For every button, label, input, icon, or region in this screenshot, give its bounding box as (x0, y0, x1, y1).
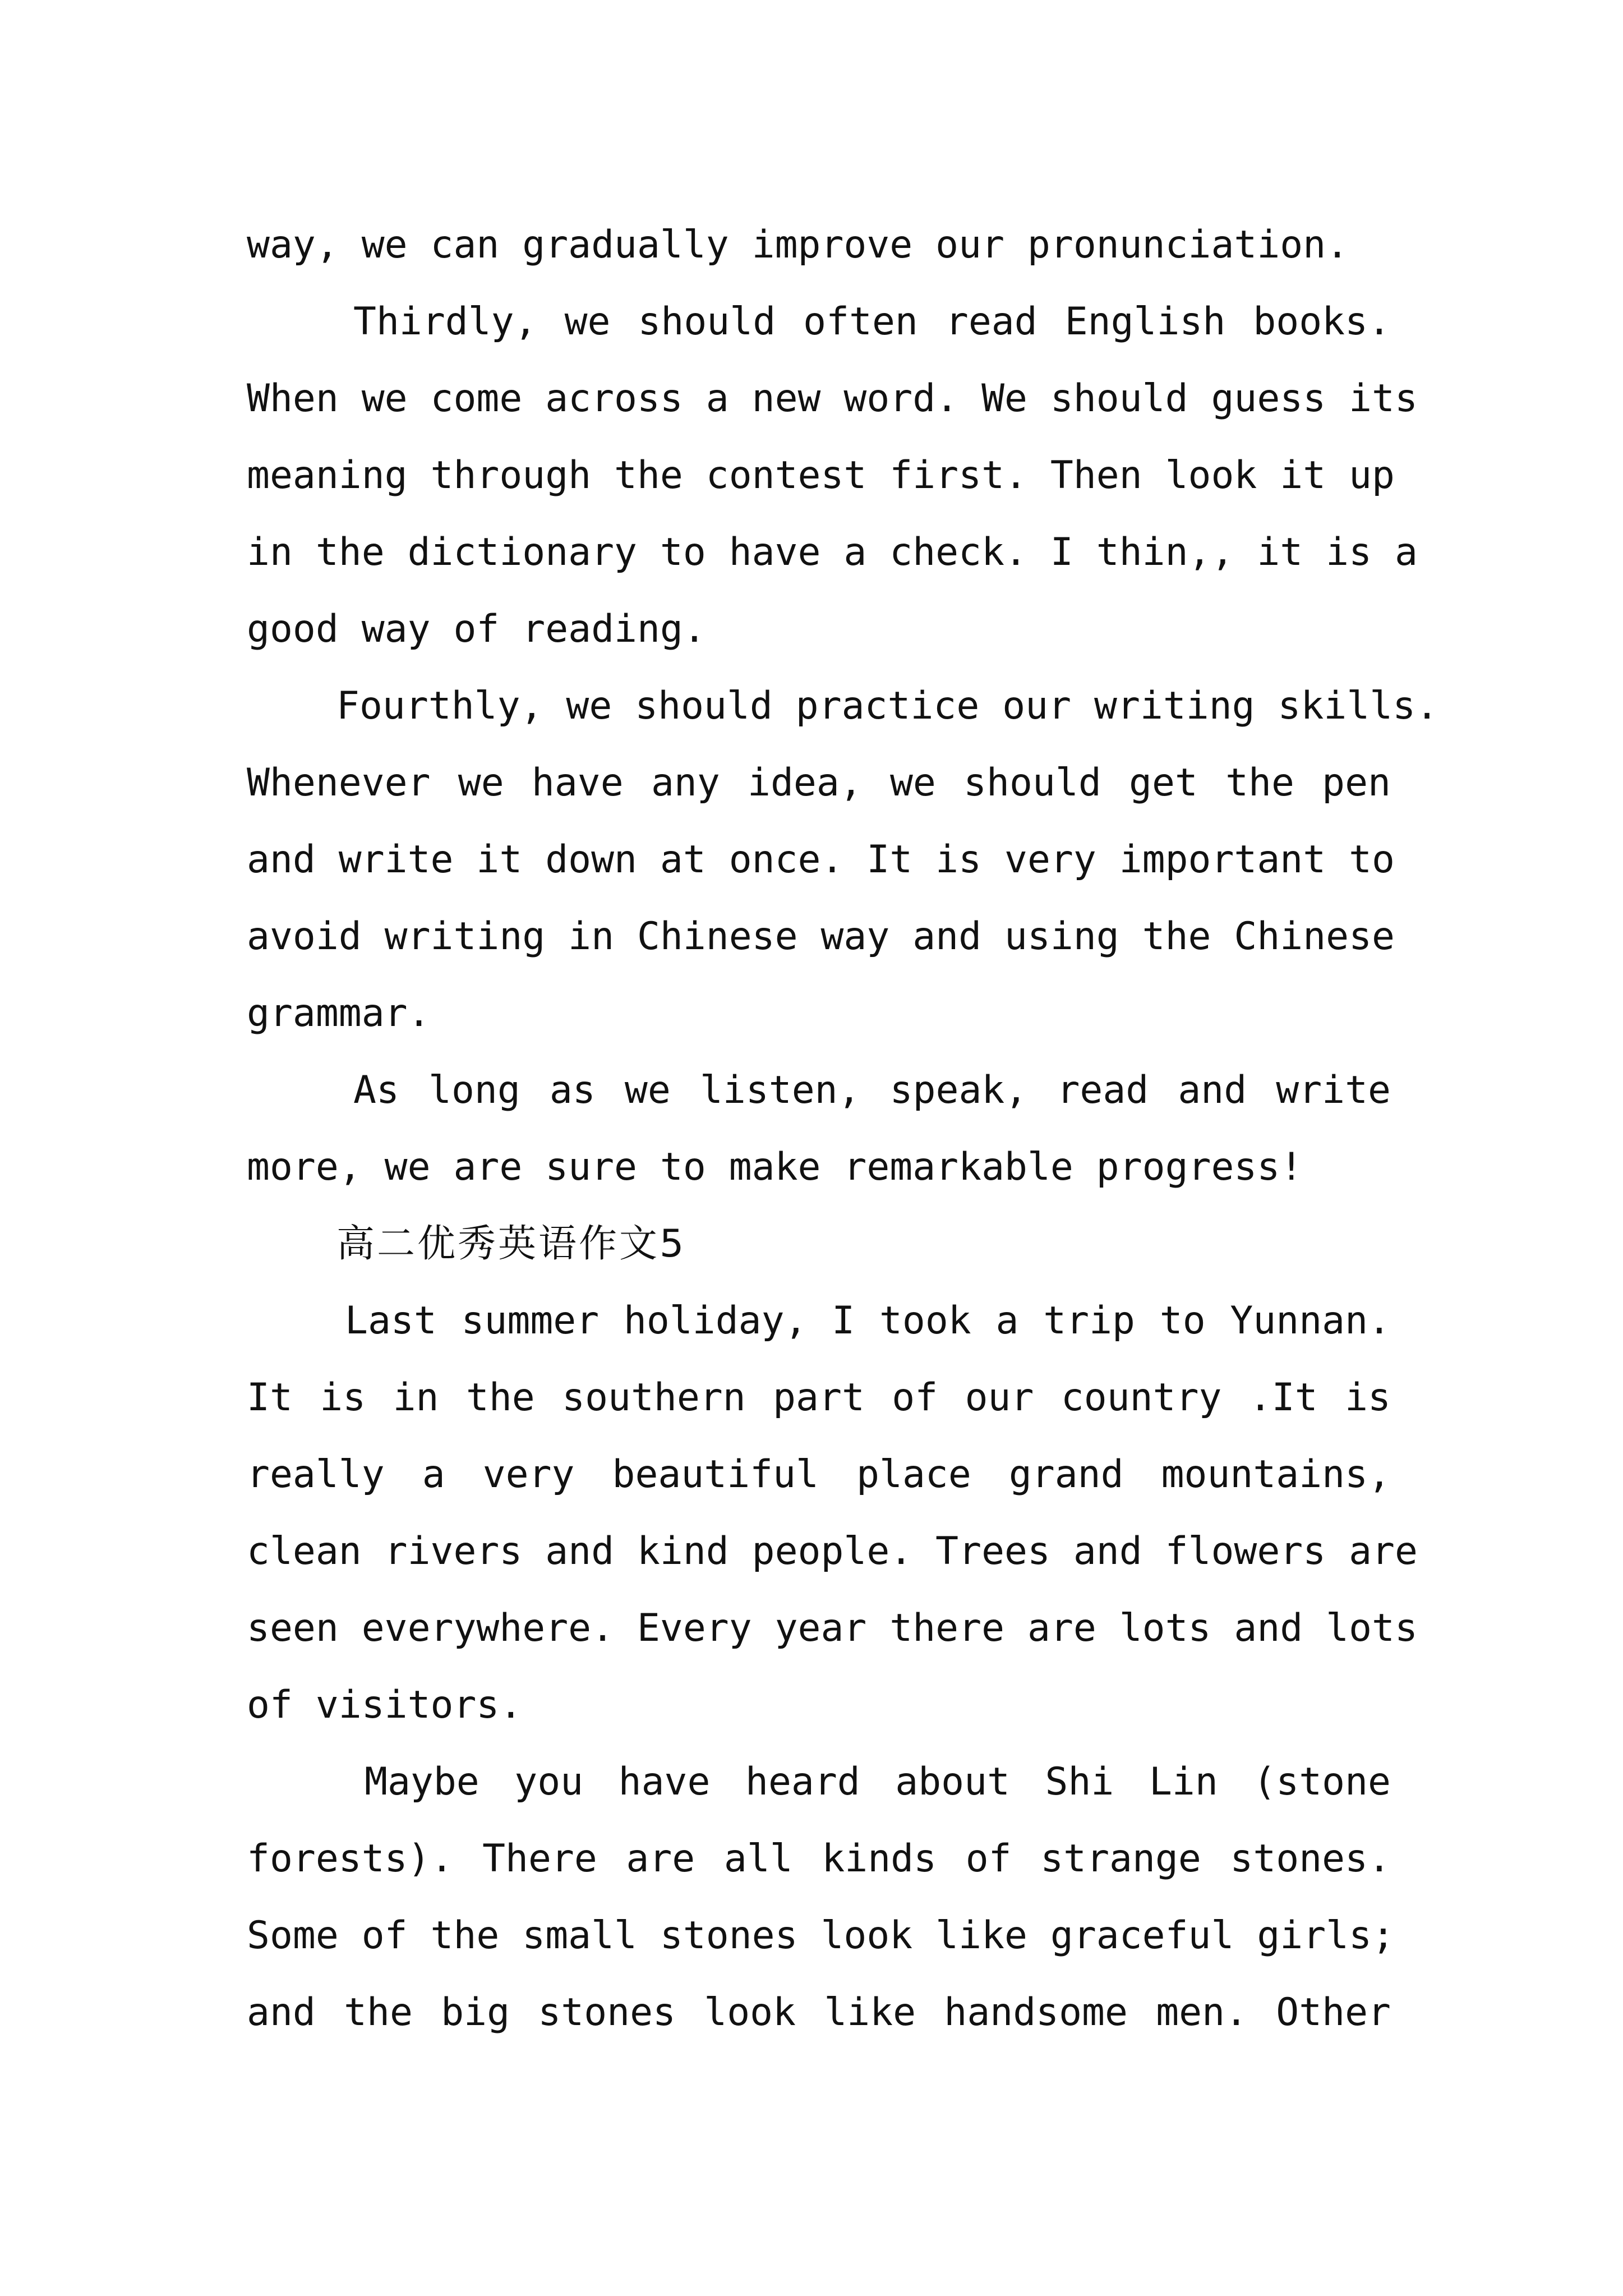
text-line: in the dictionary to have a check. I thin,, it is a (247, 530, 1418, 574)
text-line: When we come across a new word. We should guess its (247, 376, 1418, 421)
paragraph-start-line: Thirdly, we should often read English books. (353, 300, 1391, 344)
paragraph-start-line: Maybe you have heard about Shi Lin (stone (365, 1760, 1391, 1804)
text-line: and write it down at once. It is very important to (247, 838, 1395, 882)
text-line: of visitors. (247, 1683, 523, 1727)
text-line: clean rivers and kind people. Trees and flowers are (247, 1529, 1418, 1573)
text-line: forests). There are all kinds of strange stones. (247, 1837, 1391, 1881)
text-line: really a very beautiful place grand mountains, (247, 1452, 1391, 1497)
text-line: avoid writing in Chinese way and using the Chinese (247, 914, 1395, 959)
text-line: It is in the southern part of our country .It is (247, 1375, 1391, 1420)
text-line: meaning through the contest first. Then look it up (247, 453, 1395, 498)
text-line: way, we can gradually improve our pronunciation. (247, 223, 1349, 267)
text-line: grammar. (247, 991, 431, 1036)
text-line: good way of reading. (247, 607, 706, 651)
text-line: more, we are sure to make remarkable progress! (247, 1145, 1303, 1189)
text-line: seen everywhere. Every year there are lots and lots (247, 1606, 1418, 1650)
text-line: and the big stones look like handsome men. Other (247, 1990, 1391, 2035)
paragraph-start-line: Fourthly, we should practice our writing skills. (336, 684, 1439, 728)
paragraph-start-line: As long as we listen, speak, read and write (353, 1068, 1391, 1112)
text-line: Whenever we have any idea, we should get the pen (247, 761, 1391, 805)
paragraph-start-line: Last summer holiday, I took a trip to Yunnan. (345, 1299, 1391, 1343)
section-heading: 高二优秀英语作文5 (336, 1222, 686, 1266)
text-line: Some of the small stones look like graceful girls; (247, 1913, 1395, 1958)
